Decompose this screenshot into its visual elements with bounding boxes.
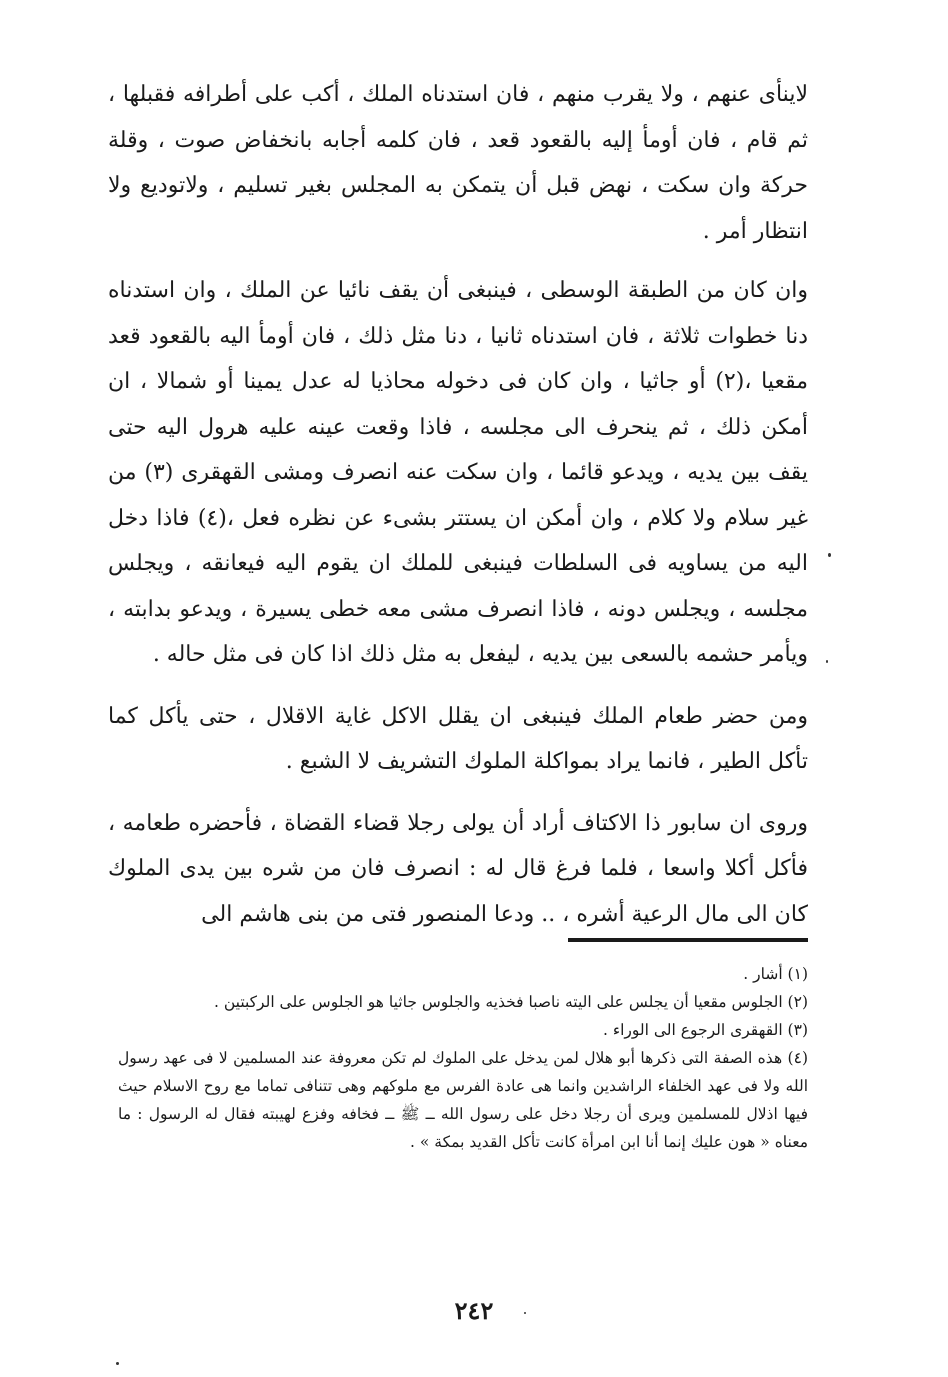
scan-speck [828,553,831,557]
paragraph-1: لاينأى عنهم ، ولا يقرب منهم ، فان استدناه الملك ، أكب على أطرافه فقبلها ، ثم قام ، فان أومأ إليه بالقعود قعد ، فان كلمه أجابه بانخفاض صوت ، وقلة حركة وان سكت ، نهض قبل أن يتمكن به المجلس بغير تسليم ، ولاتوديع ولا انتظار أمر . [108,82,808,244]
scan-speck [524,1312,526,1314]
paragraph-2: وان كان من الطبقة الوسطى ، فينبغى أن يقف نائيا عن الملك ، وان استدناه دنا خطوات ثلاثة ، فان استدناه ثانيا ، دنا مثل ذلك ، فان أومأ اليه بالقعود قعد مقعيا ،(٢) أو جاثيا ، وان كان فى دخوله محاذيا له عدل يمينا أو شمالا ، ان أمكن ذلك ، ثم ينحرف الى مجلسه ، فاذا وقعت عينه عليه هرول اليه حتى يقف بين يديه ، ويدعو قائما ، وان سكت عنه انصرف ومشى القهقرى (٣) من غير سلام ولا كلام ، وان أمكن ان يستتر بشىء عن نظره فعل ،(٤) فاذا دخل اليه من يساويه فى السلطات فينبغى للملك ان يقوم اليه فيعانقه ، ويجلس مجلسه ، ويجلس دونه ، فاذا انصرف مشى معه خطى يسيرة ، ويدعو بدابته ، ويأمر حشمه بالسعى بين يديه ، ليفعل به مثل ذلك اذا كان فى مثل حاله . [108,278,809,667]
footnotes [118,960,808,1156]
footnote-4: (٤) هذه الصفة التى ذكرها أبو هلال لمن يدخل على الملوك لم تكن معروفة عند المسلمين لا فى عهد رسول الله ولا فى عهد الخلفاء الراشدين وانما هى عادة الفرس مع ملوكهم وهى تتنافى تماما مع روح الاسلام حيث فيها اذلال للمسلمين ويرى أن رجلا دخل على رسول الله ــ ﷺ ــ فخافه وفزع لهيبته فقال له الرسول : ما معناه « هون عليك إنما أنا ابن امرأة كانت تأكل القديد بمكة » . [118,1049,808,1151]
footnote-separator [568,938,808,942]
scan-speck [116,1362,119,1365]
footnote-3: (٣) القهقرى الرجوع الى الوراء . [602,1021,808,1039]
footnote-1: (١) أشار . [743,965,808,983]
main-text [108,72,808,949]
scan-speck [826,660,828,663]
footnote-2: (٢) الجلوس مقعيا أن يجلس على اليته ناصبا فخذيه والجلوس جاثيا هو الجلوس على الركبتين . [213,993,808,1011]
paragraph-4: وروى ان سابور ذا الاكتاف أراد أن يولى رجلا قضاء القضاة ، فأحضره طعامه ، فأكل أكلا واسعا ، فلما فرغ قال له : انصرف فان من شره بين يدى الملوك كان الى مال الرعية أشره ، .. ودعا المنصور فتى من بنى هاشم الى [108,810,808,927]
paragraph-3: ومن حضر طعام الملك فينبغى ان يقلل الاكل غاية الاقلال ، حتى يأكل كما تأكل الطير ، فانما يراد بمواكلة الملوك التشريف لا الشبع . [108,703,808,774]
page-number: ٢٤٢ [454,1296,494,1325]
